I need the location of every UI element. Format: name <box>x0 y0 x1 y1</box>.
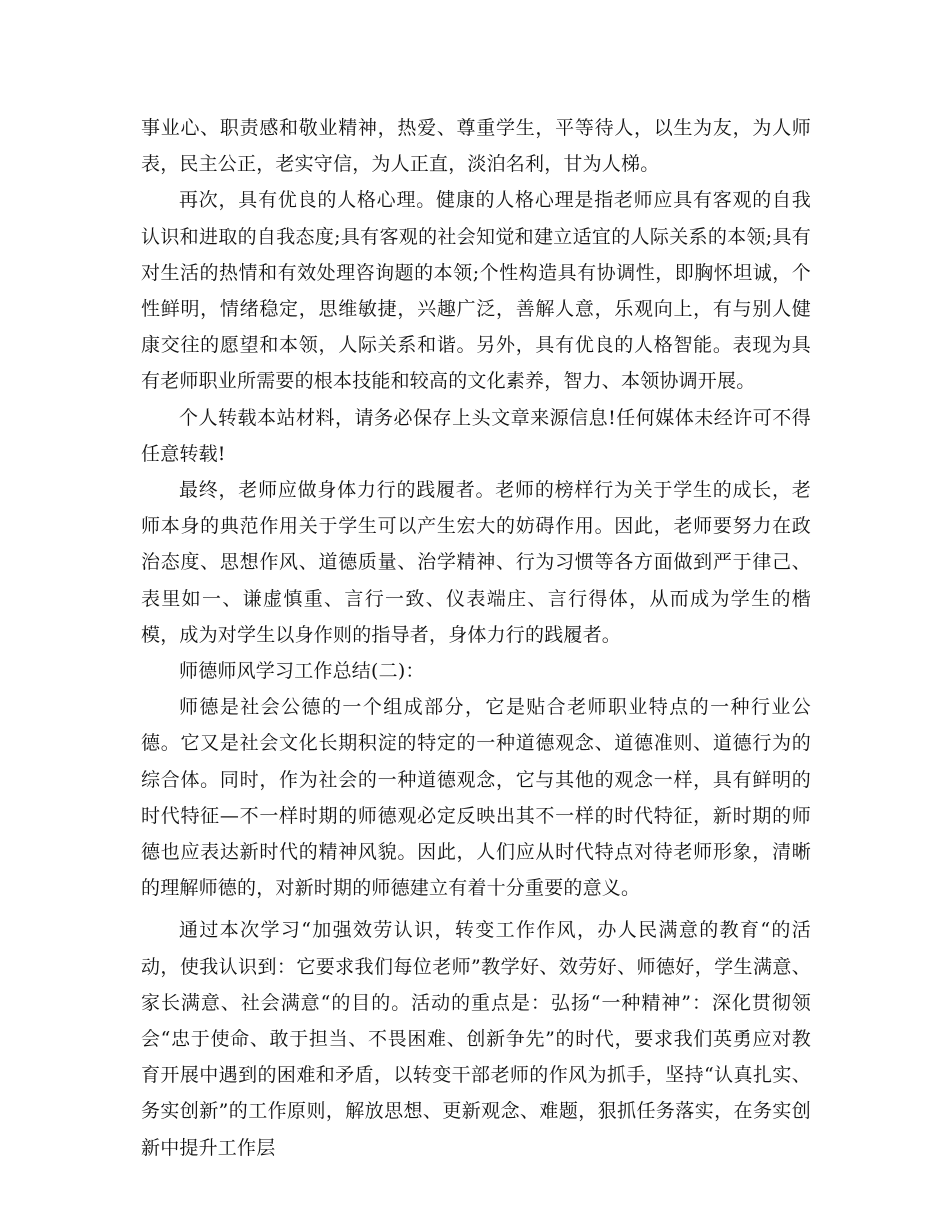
paragraph-6: 通过本次学习“加强效劳认识，转变工作作风，办人民满意的教育“的活动，使我认识到：它要求我们每位老师”教学好、效劳好、师德好，学生满意、家长满意、社会满意“的目的。活动的重点是：弘扬“一种精神”：深化贯彻领会“忠于使命、敢于担当、不畏困难、创新争先”的时代，要求我们英勇应对教育开展中遇到的困难和矛盾，以转变干部老师的作风为抓手，坚持“认真扎实、务实创新”的工作原则，解放思想、更新观念、难题，狠抓任务落实，在务实创新中提升工作层 <box>141 919 811 1159</box>
paragraph-5: 师德是社会公德的一个组成部分，它是贴合老师职业特点的一种行业公德。它又是社会文化长期积淀的特定的一种道德观念、道德准则、道德行为的综合体。同时，作为社会的一种道德观念，它与其他的观念一样，具有鲜明的时代特征—不一样时期的师德观必定反映出其不一样的时代特征，新时期的师德也应表达新时代的精神风貌。因此，人们应从时代特点对待老师形象，清晰的理解师德的，对新时期的师德建立有着十分重要的意义。 <box>141 696 811 900</box>
paragraph-1: 事业心、职责感和敬业精神，热爱、尊重学生，平等待人，以生为友，为人师表，民主公正，老实守信，为人正直，淡泊名利，甘为人梯。 <box>141 117 811 176</box>
paragraph-2: 再次，具有优良的人格心理。健康的人格心理是指老师应具有客观的自我认识和进取的自我态度;具有客观的社会知觉和建立适宜的人际关系的本领;具有对生活的热情和有效处理咨询题的本领;个性构造具有协调性，即胸怀坦诚，个性鲜明，情绪稳定，思维敏捷，兴趣广泛，善解人意，乐观向上，有与别人健康交往的愿望和本领，人际关系和谐。另外，具有优良的人格智能。表现为具有老师职业所需要的根本技能和较高的文化素养，智力、本领协调开展。 <box>141 189 811 393</box>
document-body <box>141 110 811 1166</box>
section-heading: 师德师风学习工作总结(二)： <box>179 660 425 683</box>
paragraph-4: 最终，老师应做身体力行的践履者。老师的榜样行为关于学生的成长，老师本身的典范作用关于学生可以产生宏大的妨碍作用。因此，老师要努力在政治态度、思想作风、道德质量、治学精神、行为习惯等各方面做到严于律己、表里如一、谦虚慎重、言行一致、仪表端庄、言行得体，从而成为学生的楷模，成为对学生以身作则的指导者，身体力行的践履者。 <box>141 479 811 646</box>
paragraph-3: 个人转载本站材料，请务必保存上头文章来源信息!任何媒体未经许可不得任意转载! <box>141 406 811 465</box>
